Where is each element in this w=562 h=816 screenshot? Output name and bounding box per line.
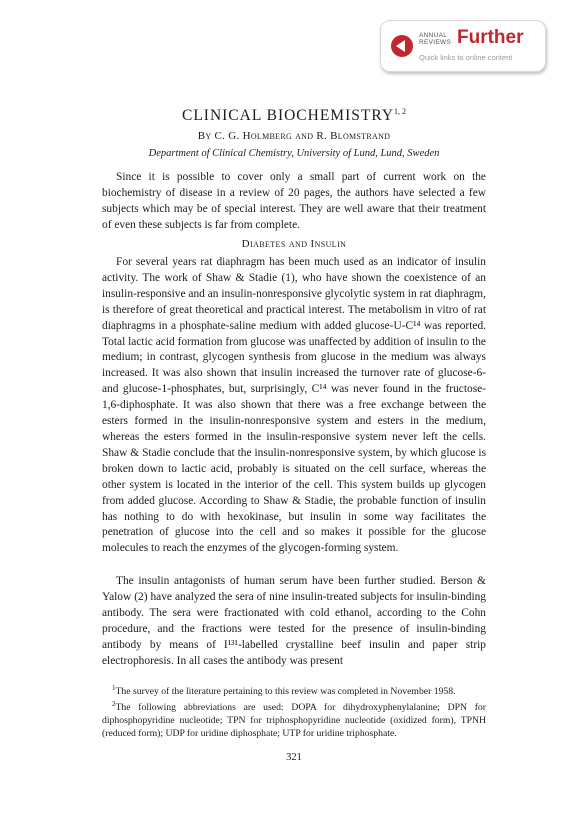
further-label: Further	[457, 27, 524, 48]
play-arrow-icon	[391, 35, 413, 57]
section-heading: Diabetes and Insulin	[241, 238, 347, 250]
annual-reviews-logo: ANNUAL REVIEWS	[419, 32, 452, 46]
intro-paragraph: Since it is possible to cover only a small part of current work on the biochemistry of disease in a review of 20 pages, the authors have selected a few subjects which may be of special interest. They are well aware that their treatment of even these subjects is far from complete.	[102, 171, 486, 231]
footnote-2: $^2$The following abbreviations are used: DOPA for dihydroxyphenylalanine; DPN for diphosphopyridine nucleotide; TPN for triphosphopyridine nucleotide (oxidized form), TPNH (reduced form); UDP for uridine diphosphate; UTP for uridine triphosphate.	[102, 700, 486, 740]
body-paragraph: For several years rat diaphragm has been much used as an indicator of insulin activity. The work of Shaw & Stadie (1), who have shown the coexistence of an insulin-responsive and an insulin-nonresponsive glycolytic system in rat diaphragm, is therefore of great theoretical and practical interest. The metabolism in vitro of rat diaphragms in a phosphate-saline medium with added glucose-U-C¹⁴ was reported. Total lactic acid formation from glucose was unaffected by addition of insulin to the medium; in contrast, glycogen synthesis from glucose in the medium was always increased. It was also shown that insulin increased the turnover rate of glucose-6- and glucose-1-phosphates, but, surprisingly, C¹⁴ was never found in the fructose-1,6-diphosphate. It was also shown that there was a free exchange between the esters formed in the insulin-nonresponsive system and esters in the medium, whereas the esters formed in the insulin-responsive system never left the cells. Shaw & Stadie conclude that the insulin-nonresponsive system, by which glucose is broken down to lactic acid, probably is situated on the cell surface, whereas the other system is located in the interior of the cell. This system builds up glycogen from added glucose. According to Shaw & Stadie, the probable function of insulin has nothing to do with hexokinase, but insulin in some way facilitates the penetration of glucose into the cell and so makes it possible for the glucose molecules to reach the enzymes of the glycogen-forming system.	[102, 256, 486, 555]
footnotes	[102, 682, 486, 740]
page-number: 321	[286, 752, 302, 763]
title-footnote-marks: 1, 2	[394, 107, 407, 116]
affiliation: Department of Clinical Chemistry, University of Lund, Lund, Sweden	[148, 148, 440, 159]
quick-links-text: Quick links to online content	[419, 53, 513, 62]
footnote-1: $^1$The survey of the literature pertaining to this review was completed in November 1958.	[112, 684, 456, 698]
article-title: CLINICAL BIOCHEMISTRY$^{1, 2}$	[181, 107, 407, 125]
further-badge[interactable]	[380, 20, 546, 72]
byline: By C. G. Holmberg and R. Blomstrand	[197, 130, 391, 142]
body-paragraph: The insulin antagonists of human serum have been further studied. Berson & Yalow (2) have analyzed the sera of nine insulin-treated subjects for insulin-binding antibody. The sera were fractionated with cold ethanol, according to the Cohn procedure, and the fractions were tested for the presence of insulin-binding antibody by means of I¹³¹-labelled crystalline beef insulin and paper strip electrophoresis. In all cases the antibody was present	[102, 575, 486, 667]
